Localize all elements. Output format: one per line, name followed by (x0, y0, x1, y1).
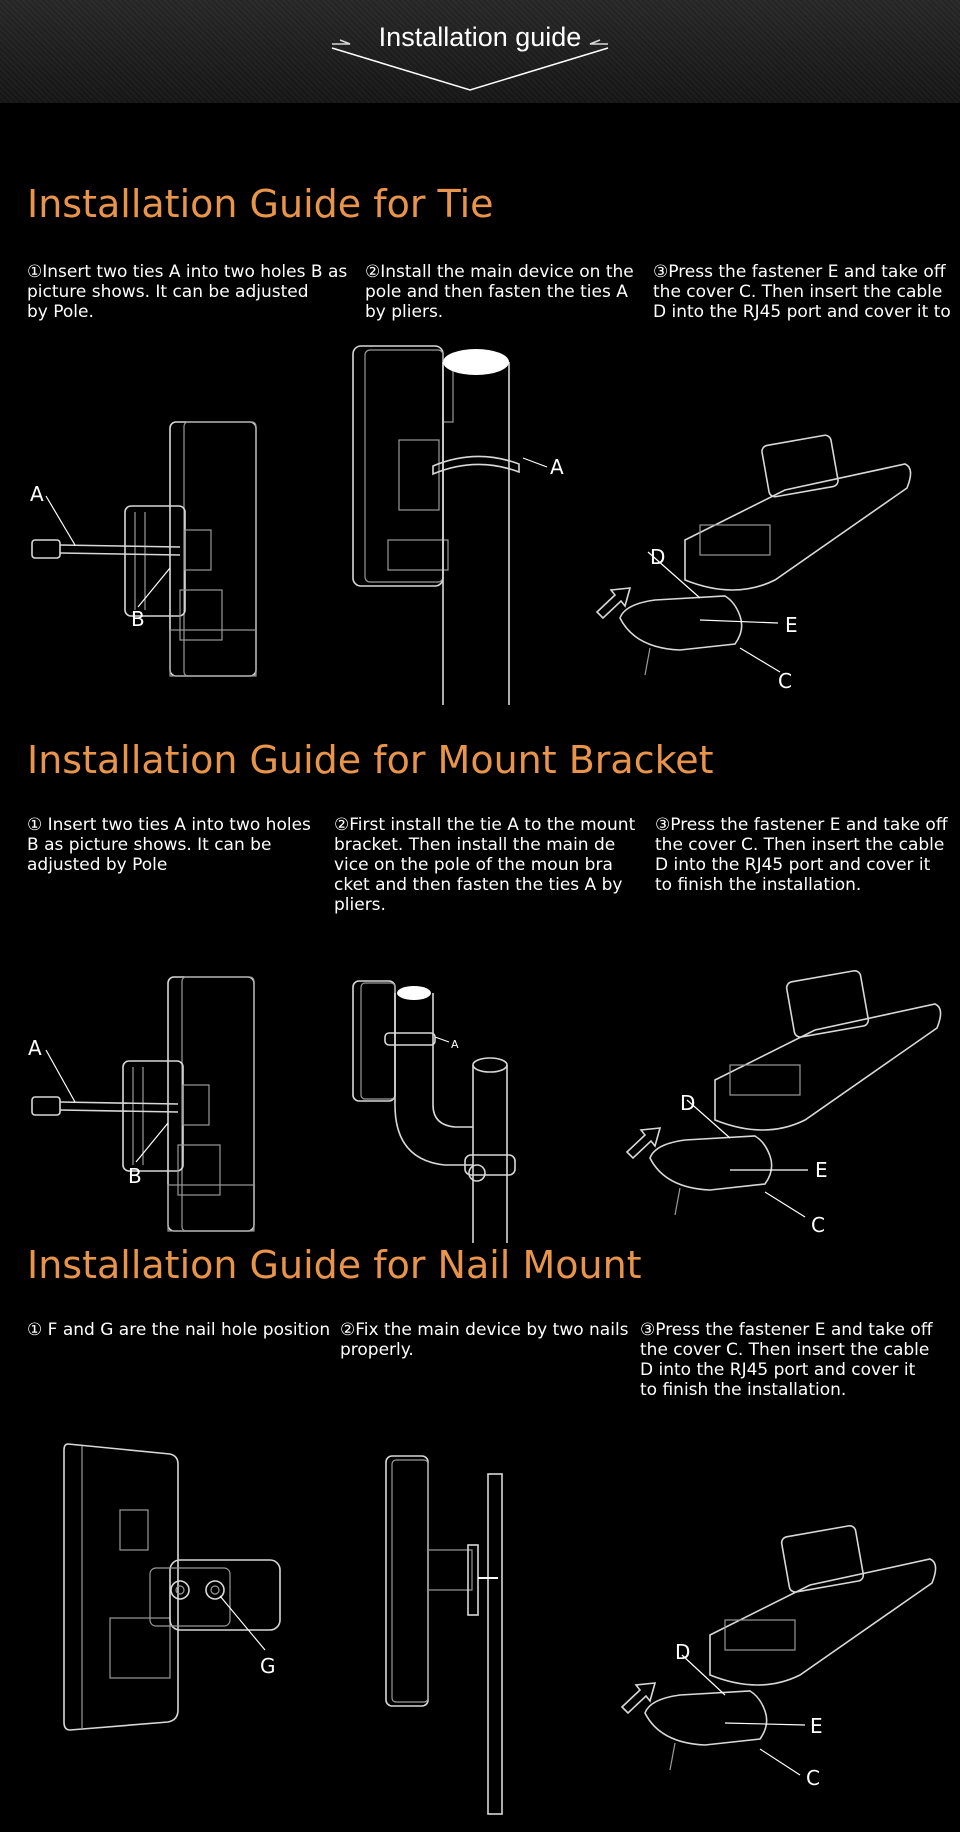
nail-fig3-label-c: C (806, 1766, 820, 1790)
nail-step-1: ① F and G are the nail hole position (27, 1320, 331, 1340)
page-title: Installation guide (378, 22, 582, 52)
nail-fig1-label-g: G (260, 1654, 276, 1678)
bracket-step-2: ②First install the tie A to the mount bracket. Then install the main de vice on the pole of the moun bra cket and then fasten the ties A by pliers. (334, 815, 636, 915)
nail-fig3-label-d: D (675, 1640, 691, 1664)
nail-figure-1-illustration (60, 1440, 310, 1740)
section-title-mount-bracket: Installation Guide for Mount Bracket (27, 738, 714, 782)
bracket-figure-3-illustration (615, 960, 945, 1250)
tie-fig3-label-c: C (778, 669, 792, 693)
bracket-fig1-label-a: A (28, 1036, 42, 1060)
bracket-fig1-label-b: B (128, 1164, 142, 1188)
bracket-figure-2-illustration (345, 975, 545, 1245)
bracket-step-1: ① Insert two ties A into two holes B as picture shows. It can be adjusted by Pole (27, 815, 311, 875)
tie-step-1: ①Insert two ties A into two holes B as picture shows. It can be adjusted by Pole. (27, 262, 348, 322)
nail-figure-3-illustration (610, 1515, 940, 1805)
bracket-fig3-label-c: C (811, 1213, 825, 1237)
tie-fig1-label-a: A (30, 482, 44, 506)
tie-step-3: ③Press the fastener E and take off the cover C. Then insert the cable D into the RJ45 port and cover it to (653, 262, 951, 322)
tie-fig2-label-a: A (550, 455, 564, 479)
tie-figure-3-illustration (585, 420, 915, 700)
tie-fig1-label-b: B (131, 607, 145, 631)
nail-fig3-label-e: E (810, 1714, 823, 1738)
tie-figure-2-illustration (345, 340, 585, 710)
nail-step-2: ②Fix the main device by two nails properly. (340, 1320, 629, 1360)
tie-fig3-label-d: D (650, 545, 666, 569)
bracket-step-3: ③Press the fastener E and take off the cover C. Then insert the cable D into the RJ45 port and cover it to finish the installation. (655, 815, 948, 895)
nail-figure-2-illustration (380, 1450, 520, 1820)
section-title-tie: Installation Guide for Tie (27, 182, 494, 226)
bracket-fig3-label-d: D (680, 1091, 696, 1115)
bracket-fig3-label-e: E (815, 1158, 828, 1182)
section-title-nail-mount: Installation Guide for Nail Mount (27, 1243, 642, 1287)
bracket-fig2-label-a: A (451, 1038, 459, 1051)
tie-fig3-label-e: E (785, 613, 798, 637)
tie-step-2: ②Install the main device on the pole and then fasten the ties A by pliers. (365, 262, 634, 322)
nail-step-3: ③Press the fastener E and take off the cover C. Then insert the cable D into the RJ45 port and cover it to finish the installation. (640, 1320, 933, 1400)
bracket-figure-1-illustration (20, 955, 270, 1245)
tie-figure-1-illustration (20, 400, 270, 690)
header-banner (0, 0, 960, 103)
